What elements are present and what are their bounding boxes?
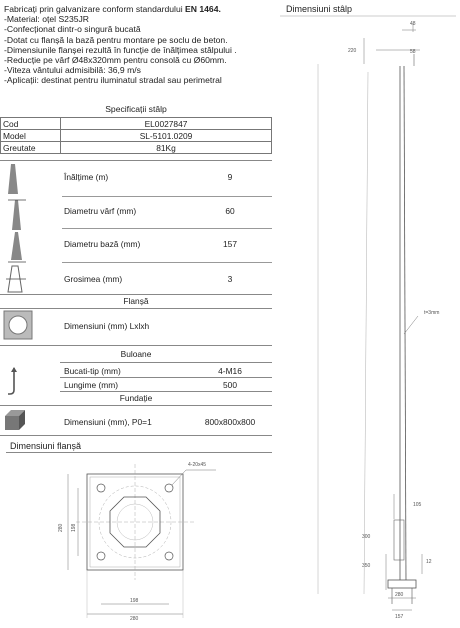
intro-text — [4, 4, 276, 86]
flange-label: Dimensiuni (mm) Lxlxh — [64, 321, 150, 331]
dim-label: 350 — [362, 563, 371, 569]
param-value: 3 — [227, 274, 233, 284]
divider — [60, 377, 272, 378]
divider — [62, 262, 272, 263]
flange-drawing — [0, 452, 272, 628]
intro-line: -Dimensiunile flanșei rezultă în funcție de înălțimea stâlpului . — [4, 44, 237, 55]
spec-value: SL-5101.0209 — [61, 130, 272, 142]
dim-label: 280 — [130, 616, 139, 622]
spec-title: Specificații stâlp — [105, 104, 167, 114]
spec-value: EL0027847 — [61, 118, 272, 130]
flange-drawing-title: Dimensiuni flanșă — [10, 441, 82, 451]
spec-table — [0, 117, 272, 154]
intro-line: -Viteza vântului admisibilă: 36,9 m/s — [4, 65, 141, 76]
spec-label: Greutate — [1, 142, 61, 154]
table-row — [1, 142, 272, 154]
flange-section-title: Flanșă — [123, 296, 149, 306]
param-row-height — [0, 171, 272, 183]
param-label: Diametru vârf (mm) — [64, 206, 137, 216]
foundation-value: 800x800x800 — [204, 417, 256, 427]
bolt-row — [0, 379, 272, 391]
divider — [0, 160, 272, 161]
param-label: Înălțime (m) — [64, 172, 109, 182]
bolt-label: Lungime (mm) — [64, 380, 118, 390]
intro-line: -Reducție pe vârf Ø48x320mm pentru consolă cu Ø60mm. — [4, 55, 227, 66]
bolt-hole — [97, 552, 105, 560]
divider — [0, 308, 272, 309]
inspection-door — [394, 520, 404, 560]
dim-label: 48 — [410, 21, 416, 27]
bolt-value: 500 — [223, 380, 237, 390]
intro-line: -Confecționat dintr-o singură bucată — [4, 24, 141, 35]
param-label: Diametru bază (mm) — [64, 239, 141, 249]
foundation-section-title: Fundație — [119, 393, 153, 403]
bolt-hole — [165, 552, 173, 560]
param-value: 157 — [223, 239, 237, 249]
foundation-label: Dimensiuni (mm), P0=1 — [64, 417, 152, 427]
intro-line: -Material: oțel S235JR — [4, 14, 90, 25]
spec-label: Model — [1, 130, 61, 142]
pole-shaft-right — [404, 66, 406, 582]
intro-line: -Aplicații: destinat pentru iluminatul stradal sau perimetral — [4, 75, 222, 86]
bolt-row — [0, 365, 272, 377]
divider — [62, 196, 272, 197]
divider — [62, 228, 272, 229]
divider — [0, 435, 272, 436]
dim-label: 198 — [71, 523, 77, 532]
bolt-label: Bucati-tip (mm) — [64, 366, 121, 376]
dim-label: 280 — [395, 592, 404, 598]
table-row — [1, 130, 272, 142]
pole-drawing-title: Dimensiuni stâlp — [286, 4, 353, 14]
bolt-hole — [97, 484, 105, 492]
divider — [60, 362, 272, 363]
param-label: Grosimea (mm) — [64, 274, 123, 284]
param-row-top-diameter — [0, 205, 272, 217]
spec-value: 81Kg — [61, 142, 272, 154]
divider — [0, 345, 272, 346]
param-row-base-diameter — [0, 238, 272, 250]
spec-label: Cod — [1, 118, 61, 130]
dim-label: 157 — [395, 614, 404, 620]
flange-row — [0, 320, 272, 332]
bolt-hole — [165, 484, 173, 492]
hole-label: 4-20x45 — [188, 462, 207, 468]
dim-label: 105 — [413, 502, 422, 508]
dim-label: 58 — [410, 49, 416, 55]
intro-line: -Dotat cu flanșă la bază pentru montare pe soclu de beton. — [4, 34, 228, 45]
param-row-thickness — [0, 273, 272, 285]
intro-line-standard: Fabricați prin galvanizare conform standardului EN 1464. — [4, 4, 221, 14]
dim-label: 198 — [130, 598, 139, 604]
bolt-value: 4-M16 — [218, 366, 242, 376]
table-row — [1, 118, 272, 130]
bolts-section-title: Buloane — [120, 349, 152, 359]
divider — [0, 405, 272, 406]
pole-drawing — [276, 14, 460, 628]
param-value: 60 — [225, 206, 235, 216]
param-value: 9 — [227, 172, 233, 182]
dim-label: t=3mm — [424, 310, 440, 316]
dim-label: 220 — [348, 48, 357, 54]
dim-label: 12 — [426, 559, 432, 565]
base-flange — [388, 580, 416, 588]
foundation-row — [0, 416, 272, 428]
dim-label: 280 — [58, 523, 64, 532]
divider — [0, 294, 272, 295]
divider — [60, 391, 272, 392]
dim-label: 300 — [362, 534, 371, 540]
